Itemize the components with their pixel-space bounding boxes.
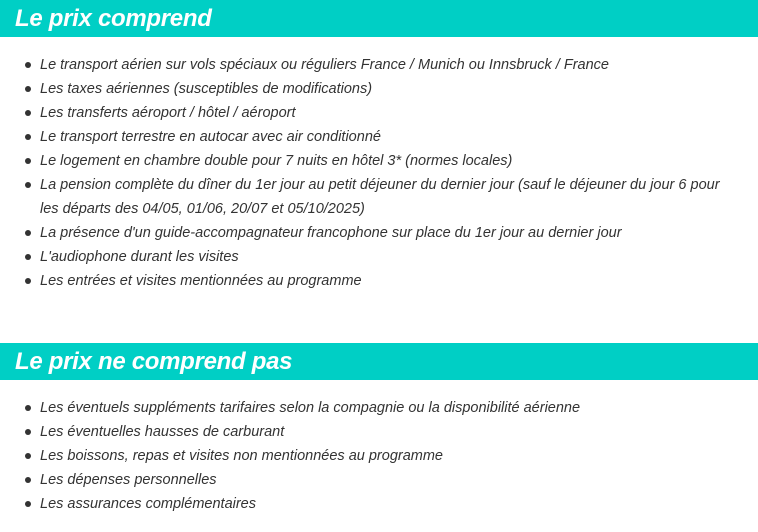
included-list [0, 53, 740, 293]
list-item: Le transport terrestre en autocar avec air conditionné [0, 125, 740, 149]
list-item: Les boissons, repas et visites non mentionnées au programme [0, 444, 740, 468]
list-item: L'audiophone durant les visites [0, 245, 740, 269]
list-item: Les entrées et visites mentionnées au programme [0, 269, 740, 293]
list-item: Les assurances complémentaires [0, 492, 740, 516]
included-section-header [0, 0, 758, 37]
list-item: Le transport aérien sur vols spéciaux ou réguliers France / Munich ou Innsbruck / France [0, 53, 740, 77]
not-included-section-title: Le prix ne comprend pas [15, 348, 293, 375]
not-included-list [0, 396, 740, 516]
list-item: Les transferts aéroport / hôtel / aéroport [0, 101, 740, 125]
list-item: Le logement en chambre double pour 7 nuits en hôtel 3* (normes locales) [0, 149, 740, 173]
list-item: Les taxes aériennes (susceptibles de modifications) [0, 77, 740, 101]
included-section-title: Le prix comprend [15, 5, 212, 32]
list-item: Les dépenses personnelles [0, 468, 740, 492]
list-item: La présence d'un guide-accompagnateur francophone sur place du 1er jour au dernier jour [0, 221, 740, 245]
not-included-section-header [0, 343, 758, 380]
list-item: Les éventuels suppléments tarifaires selon la compagnie ou la disponibilité aérienne [0, 396, 740, 420]
list-item: La pension complète du dîner du 1er jour au petit déjeuner du dernier jour (sauf le déjeuner du jour 6 pour les départs des 04/05, 01/06, 20/07 et 05/10/2025) [0, 173, 740, 221]
list-item: Les éventuelles hausses de carburant [0, 420, 740, 444]
